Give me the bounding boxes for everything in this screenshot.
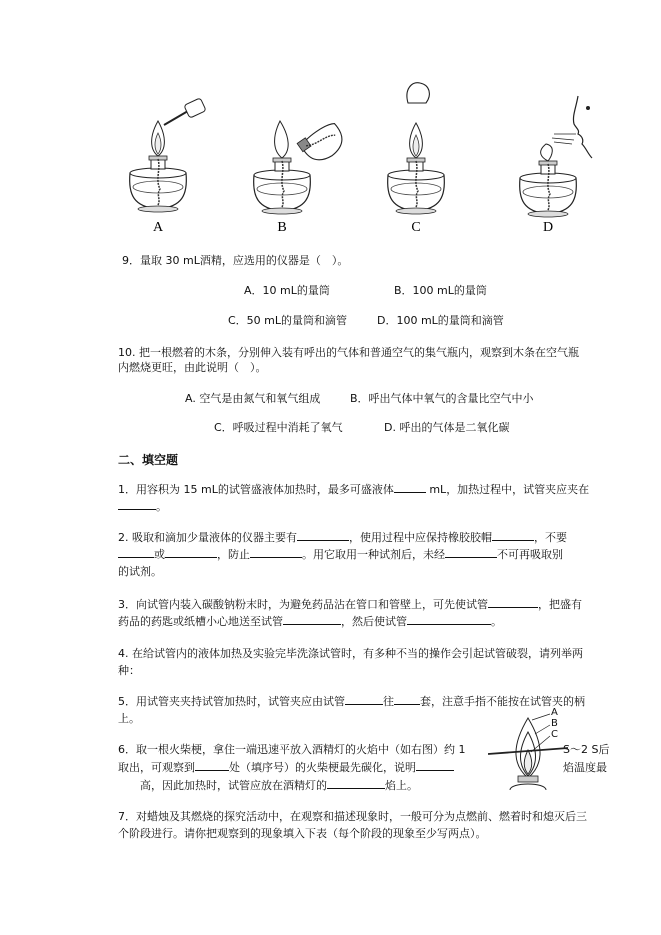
q9-option-c: C．50 mL的量筒和滴管 [228,314,348,327]
flame-label-c: C [551,729,558,740]
lamp-c [388,83,445,214]
q10-stem-line1: 10. 把一根燃着的木条，分别伸入装有呼出的气体和普通空气的集气瓶内，观察到木条在空气瓶 [118,346,579,359]
fill-q5-line1 [118,693,585,709]
blank[interactable] [488,597,538,608]
lamp-d [520,96,592,217]
fill-q2-text-e: ，防止 [217,548,250,561]
label-a: A [152,220,164,235]
blank[interactable] [195,760,229,771]
blank[interactable] [394,694,420,705]
fill-q6-text-d: 处（填序号）的火柴梗最先碳化，说明 [229,761,416,774]
q10-option-c: C．呼吸过程中消耗了氧气 [214,421,343,434]
flame-label-a: A [551,707,558,718]
blank[interactable] [118,547,154,558]
fill-q6-line1-tail: S～2 S后 [563,743,610,756]
label-b: B [277,220,287,235]
fill-q2-line3: 的试剂。 [118,565,162,578]
fill-q6-line3 [140,777,418,793]
fill-q4-line1: 4. 在给试管内的液体加热及实验完毕洗涤试管时，有多种不当的操作会引起试管破裂，请列举两 [118,647,583,660]
blank[interactable] [327,778,385,789]
label-d: D [542,220,554,235]
fill-q3-line2 [118,613,502,629]
fill-q1-text-a: 1．用容积为 15 mL的试管盛液体加热时，最多可盛液体 [118,483,394,496]
section-heading: 二、填空题 [118,453,179,467]
fill-q2-text-g: 不可再吸取别 [497,548,563,561]
fill-q2-text-f: 。用它取用一种试剂后，未经 [302,548,445,561]
fill-q2-text-c: ，不要 [534,531,567,544]
blank[interactable] [492,530,534,541]
lamp-b [254,119,349,214]
q10-option-d: D. 呼出的气体是二氧化碳 [384,421,510,434]
fill-q5-line2: 上。 [118,712,140,725]
blank[interactable] [407,614,491,625]
fill-q2-text-a: 2. 吸取和滴加少量液体的仪器主要有 [118,531,297,544]
flame-label-b: B [551,718,558,729]
fill-q3-line1 [118,596,582,612]
lamp-a [130,98,206,212]
blank[interactable] [445,547,497,558]
blank[interactable] [165,547,217,558]
blank[interactable] [345,694,383,705]
label-c: C [411,220,421,235]
fill-q6-text-c: 取出，可观察到 [118,761,195,774]
fill-q6-line2 [118,759,454,775]
fill-q3-text-e: 。 [491,615,502,628]
fill-q2-text-d: 或 [154,548,165,561]
fill-q3-text-d: ，然后使试管 [341,615,407,628]
q9-option-a: A．10 mL的量筒 [244,284,330,297]
q9-option-b: B．100 mL的量筒 [394,284,487,297]
fill-q6-text-f: 高，因此加热时，试管应放在酒精灯的 [140,779,327,792]
fill-q7-line1: 7．对蜡烛及其燃烧的探究活动中，在观察和描述现象时，一般可分为点燃前、燃着时和熄灭后三 [118,810,587,823]
q10-option-a: A. 空气是由氮气和氧气组成 [185,392,321,405]
blank[interactable] [283,614,341,625]
fill-q2-line2 [118,546,563,562]
fill-q4-line2: 种： [118,664,140,677]
fill-q6-line1: 6．取一根火柴梗，拿住一端迅速平放入酒精灯的火焰中（如右图）约 1 [118,743,466,756]
blank[interactable] [297,530,349,541]
fill-q2-text-b: ，使用过程中应保持橡胶胶帽 [349,531,492,544]
fill-q6-text-g: 焰上。 [385,779,418,792]
fill-q1-line2 [118,498,167,514]
fill-q5-text-c: 套，注意手指不能按在试管夹的柄 [420,695,585,708]
fill-q3-text-a: 3．向试管内装入碳酸钠粉末时，为避免药品沾在管口和管壁上，可先使试管 [118,598,488,611]
fill-q1-text-b: mL，加热过程中，试管夹应夹在 [429,483,590,496]
blank[interactable] [118,499,156,510]
blank[interactable] [250,547,302,558]
fill-q5-text-a: 5．用试管夹夹持试管加热时，试管夹应由试管 [118,695,345,708]
fill-q2-line1 [118,529,567,545]
q9-option-d: D．100 mL的量筒和滴管 [377,314,504,327]
fill-q3-text-c: 药品的药匙或纸槽小心地送至试管 [118,615,283,628]
fill-q6-line2-tail: 焰温度最 [563,761,607,774]
q10-option-b: B．呼出气体中氧气的含量比空气中小 [350,392,534,405]
fill-q1-line1 [118,481,589,497]
fill-q3-text-b: ，把盛有 [538,598,582,611]
fill-q7-line2: 个阶段进行。请你把观察到的现象填入下表（每个阶段的现象至少写两点）。 [118,827,487,840]
q10-stem-line2: 内燃烧更旺，由此说明（ ）。 [118,361,267,374]
q9-stem: 9．量取 30 mL酒精，应选用的仪器是（ ）。 [122,254,349,267]
alcohol-lamp-figure [120,78,600,240]
blank[interactable] [416,760,454,771]
blank[interactable] [394,482,426,493]
fill-q5-text-b: 往 [383,695,394,708]
fill-q1-text-c: 。 [156,500,167,513]
